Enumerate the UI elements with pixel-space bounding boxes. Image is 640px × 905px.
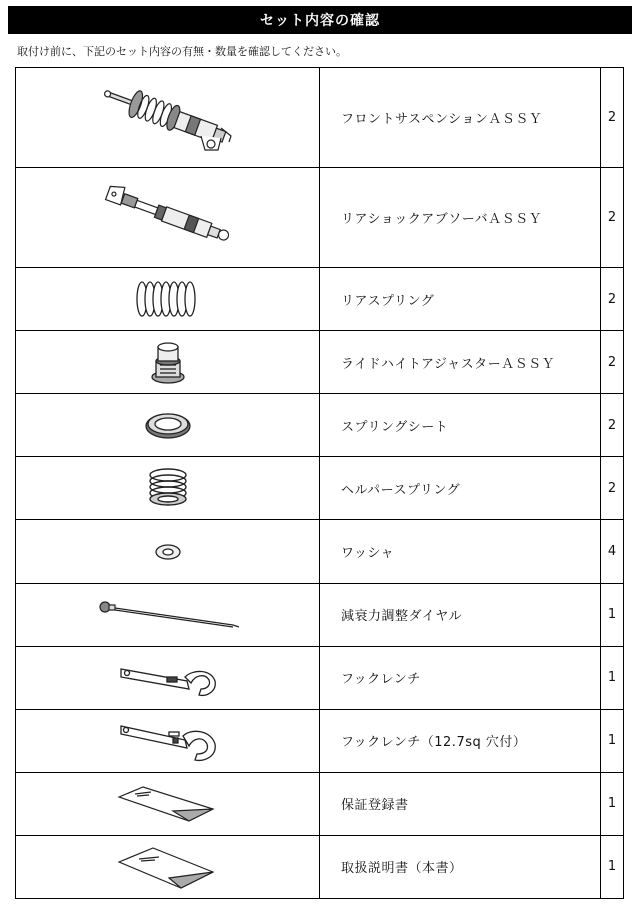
rear-spring-icon xyxy=(128,274,208,324)
parts-table xyxy=(15,67,624,899)
washer-icon xyxy=(148,537,188,567)
table-row xyxy=(16,268,624,331)
rear-shock-absorber-icon xyxy=(93,178,243,258)
table-row xyxy=(16,646,624,709)
ride-height-adjuster-icon xyxy=(138,337,198,387)
table-row xyxy=(16,520,624,583)
page-title: セット内容の確認 xyxy=(8,6,632,34)
hook-wrench-icon xyxy=(113,655,223,700)
table-row xyxy=(16,168,624,268)
table-row xyxy=(16,709,624,772)
front-suspension-icon xyxy=(93,78,243,158)
item-qty: 2 xyxy=(601,168,624,268)
item-qty: 1 xyxy=(601,583,624,646)
table-row xyxy=(16,772,624,835)
table-row xyxy=(16,835,624,898)
item-name: 取扱説明書（本書） xyxy=(320,835,601,898)
damping-dial-icon xyxy=(93,595,243,635)
intro-text: 取付け前に、下記のセット内容の有無・数量を確認してください。 xyxy=(17,45,347,58)
warranty-card-icon xyxy=(113,781,223,826)
table-row xyxy=(16,457,624,520)
item-qty: 2 xyxy=(601,457,624,520)
item-name: ライドハイトアジャスターＡＳＳＹ xyxy=(320,331,601,394)
item-qty: 4 xyxy=(601,520,624,583)
item-name: リアスプリング xyxy=(320,268,601,331)
hook-wrench-hex-icon xyxy=(113,716,223,766)
item-qty: 1 xyxy=(601,646,624,709)
item-qty: 1 xyxy=(601,835,624,898)
item-qty: 2 xyxy=(601,331,624,394)
table-row xyxy=(16,331,624,394)
item-name: 保証登録書 xyxy=(320,772,601,835)
item-qty: 2 xyxy=(601,68,624,168)
item-qty: 1 xyxy=(601,772,624,835)
spring-seat-icon xyxy=(138,405,198,445)
item-name: フックレンチ（12.7sq 穴付） xyxy=(320,709,601,772)
item-name: フックレンチ xyxy=(320,646,601,709)
table-row xyxy=(16,583,624,646)
item-qty: 1 xyxy=(601,709,624,772)
manual-icon xyxy=(113,842,223,892)
helper-spring-icon xyxy=(138,463,198,513)
item-name: リアショックアブソーバＡＳＳＹ xyxy=(320,168,601,268)
item-name: スプリングシート xyxy=(320,394,601,457)
item-qty: 2 xyxy=(601,394,624,457)
table-row xyxy=(16,68,624,168)
item-name: 減衰力調整ダイヤル xyxy=(320,583,601,646)
item-name: ヘルパースプリング xyxy=(320,457,601,520)
item-qty: 2 xyxy=(601,268,624,331)
item-name: ワッシャ xyxy=(320,520,601,583)
table-row xyxy=(16,394,624,457)
item-name: フロントサスペンションＡＳＳＹ xyxy=(320,68,601,168)
